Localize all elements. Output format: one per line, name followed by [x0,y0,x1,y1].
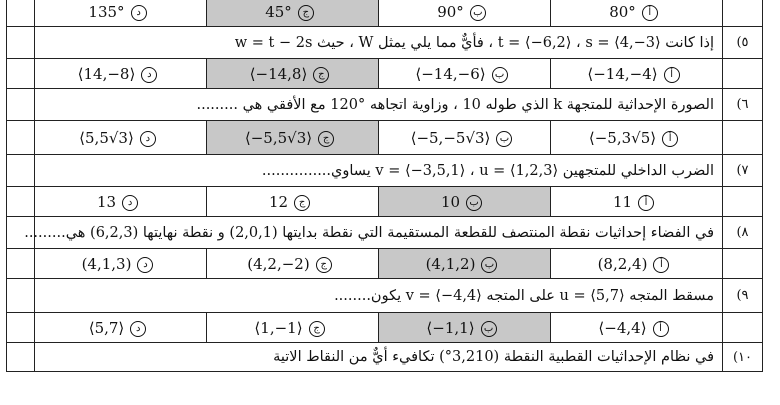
option-letter: د [130,321,146,337]
score-cell [7,313,35,343]
question-number: ٩) [723,279,763,313]
option-letter: أ [664,67,680,83]
answer-option[interactable] [551,59,723,89]
option-value: 10 [440,192,461,211]
option-value: 135° [88,2,125,21]
answer-option[interactable] [35,187,207,217]
option-letter: ج [318,131,334,147]
answer-option[interactable] [35,121,207,155]
answer-option[interactable] [379,249,551,279]
option-value: (4,1,2) [425,254,476,273]
option-letter: أ [662,131,678,147]
option-value: ⟨−1,1⟩ [426,318,475,337]
option-letter: ج [298,5,314,21]
question-row [7,89,763,121]
option-value: (4,2,−2) [247,254,310,273]
score-cell [7,343,35,372]
score-cell [7,279,35,313]
answer-option[interactable] [207,121,379,155]
answer-option[interactable] [379,59,551,89]
question-number [723,0,763,27]
score-cell [7,59,35,89]
answer-option[interactable] [551,313,723,343]
option-letter: د [122,195,138,211]
score-cell [7,0,35,27]
option-value: ⟨−5,5√3⟩ [244,128,313,147]
option-value: 12 [268,192,289,211]
question-number [723,59,763,89]
option-letter: ج [294,195,310,211]
option-value: (4,1,3) [81,254,132,273]
option-value: 45° [265,2,292,21]
score-cell [7,27,35,59]
option-letter: ج [309,321,325,337]
answer-option[interactable] [35,313,207,343]
answer-option[interactable] [551,0,723,27]
score-cell [7,249,35,279]
answer-option[interactable] [379,121,551,155]
score-cell [7,155,35,187]
answer-option[interactable] [207,313,379,343]
option-letter: أ [653,257,669,273]
answer-option[interactable] [207,187,379,217]
option-letter: د [140,131,156,147]
option-value: ⟨−14,8⟩ [249,64,308,83]
answer-option[interactable] [379,0,551,27]
question-number [723,249,763,279]
question-number: ٧) [723,155,763,187]
question-number [723,121,763,155]
option-value: 11 [612,192,633,211]
question-row [7,155,763,187]
question-text: الصورة الإحداثية للمتجهة k الذي طوله 10 ، وزاوية اتجاهه °120 مع الأفقي هي ......... [35,89,723,121]
answer-option[interactable] [35,249,207,279]
option-letter: أ [653,321,669,337]
option-value: 90° [437,2,464,21]
question-number: ١٠) [723,343,763,372]
question-number: ٥) [723,27,763,59]
option-value: (8,2,4) [597,254,648,273]
option-letter: د [137,257,153,273]
option-letter: ب [470,5,486,21]
answer-option[interactable] [551,121,723,155]
answer-option[interactable] [35,59,207,89]
question-row [7,27,763,59]
question-text: في نظام الإحداثيات القطبية النقطة (3,210°) تكافيء أيٌّ من النقاط الاتية [35,343,723,372]
question-row [7,279,763,313]
options-row [7,0,763,27]
options-row [7,187,763,217]
question-number [723,187,763,217]
question-row [7,343,763,372]
question-number: ٨) [723,217,763,249]
option-letter: أ [638,195,654,211]
option-letter: ج [316,257,332,273]
answer-option[interactable] [207,0,379,27]
option-letter: ب [466,195,482,211]
option-value: 80° [609,2,636,21]
option-letter: د [141,67,157,83]
option-value: ⟨−5,3√5⟩ [588,128,657,147]
options-row [7,313,763,343]
option-letter: ج [313,67,329,83]
option-letter: ب [496,131,512,147]
question-text: إذا كانت t = ⟨−6,2⟩ ، s = ⟨4,−3⟩ ، فأيٌّ مما يلي يمثل W ، حيث w = t − 2s [35,27,723,59]
options-row [7,59,763,89]
option-letter: أ [642,5,658,21]
score-cell [7,187,35,217]
option-value: ⟨14,−8⟩ [77,64,136,83]
option-value: 13 [96,192,117,211]
option-letter: د [131,5,147,21]
option-value: ⟨−14,−4⟩ [587,64,658,83]
question-text: الضرب الداخلي للمتجهين v = ⟨−3,5,1⟩ ، u = ⟨1,2,3⟩ يساوي............... [35,155,723,187]
question-number: ٦) [723,89,763,121]
option-value: ⟨5,7⟩ [88,318,125,337]
option-letter: ب [481,257,497,273]
option-letter: ب [492,67,508,83]
option-value: ⟨−5,−5√3⟩ [410,128,491,147]
question-row [7,217,763,249]
answer-option[interactable] [551,187,723,217]
option-value: ⟨1,−1⟩ [254,318,303,337]
question-number [723,313,763,343]
options-row [7,249,763,279]
option-value: ⟨−14,−6⟩ [415,64,486,83]
answer-option[interactable] [207,249,379,279]
option-value: ⟨5,5√3⟩ [79,128,134,147]
question-table [6,0,763,372]
question-text: مسقط المتجه u = ⟨5,7⟩ على المتجه v = ⟨−4,4⟩ يكون........ [35,279,723,313]
answer-option[interactable] [379,187,551,217]
option-letter: ب [481,321,497,337]
answer-option[interactable] [551,249,723,279]
question-text: في الفضاء إحداثيات نقطة المنتصف للقطعة المستقيمة التي نقطة بدايتها (2,0,1) و نقطة نهايتها (6,2,3) هي......... [35,217,723,249]
option-value: ⟨−4,4⟩ [598,318,647,337]
answer-option[interactable] [379,313,551,343]
answer-option[interactable] [207,59,379,89]
score-cell [7,121,35,155]
answer-option[interactable] [35,0,207,27]
options-row [7,121,763,155]
score-cell [7,89,35,121]
